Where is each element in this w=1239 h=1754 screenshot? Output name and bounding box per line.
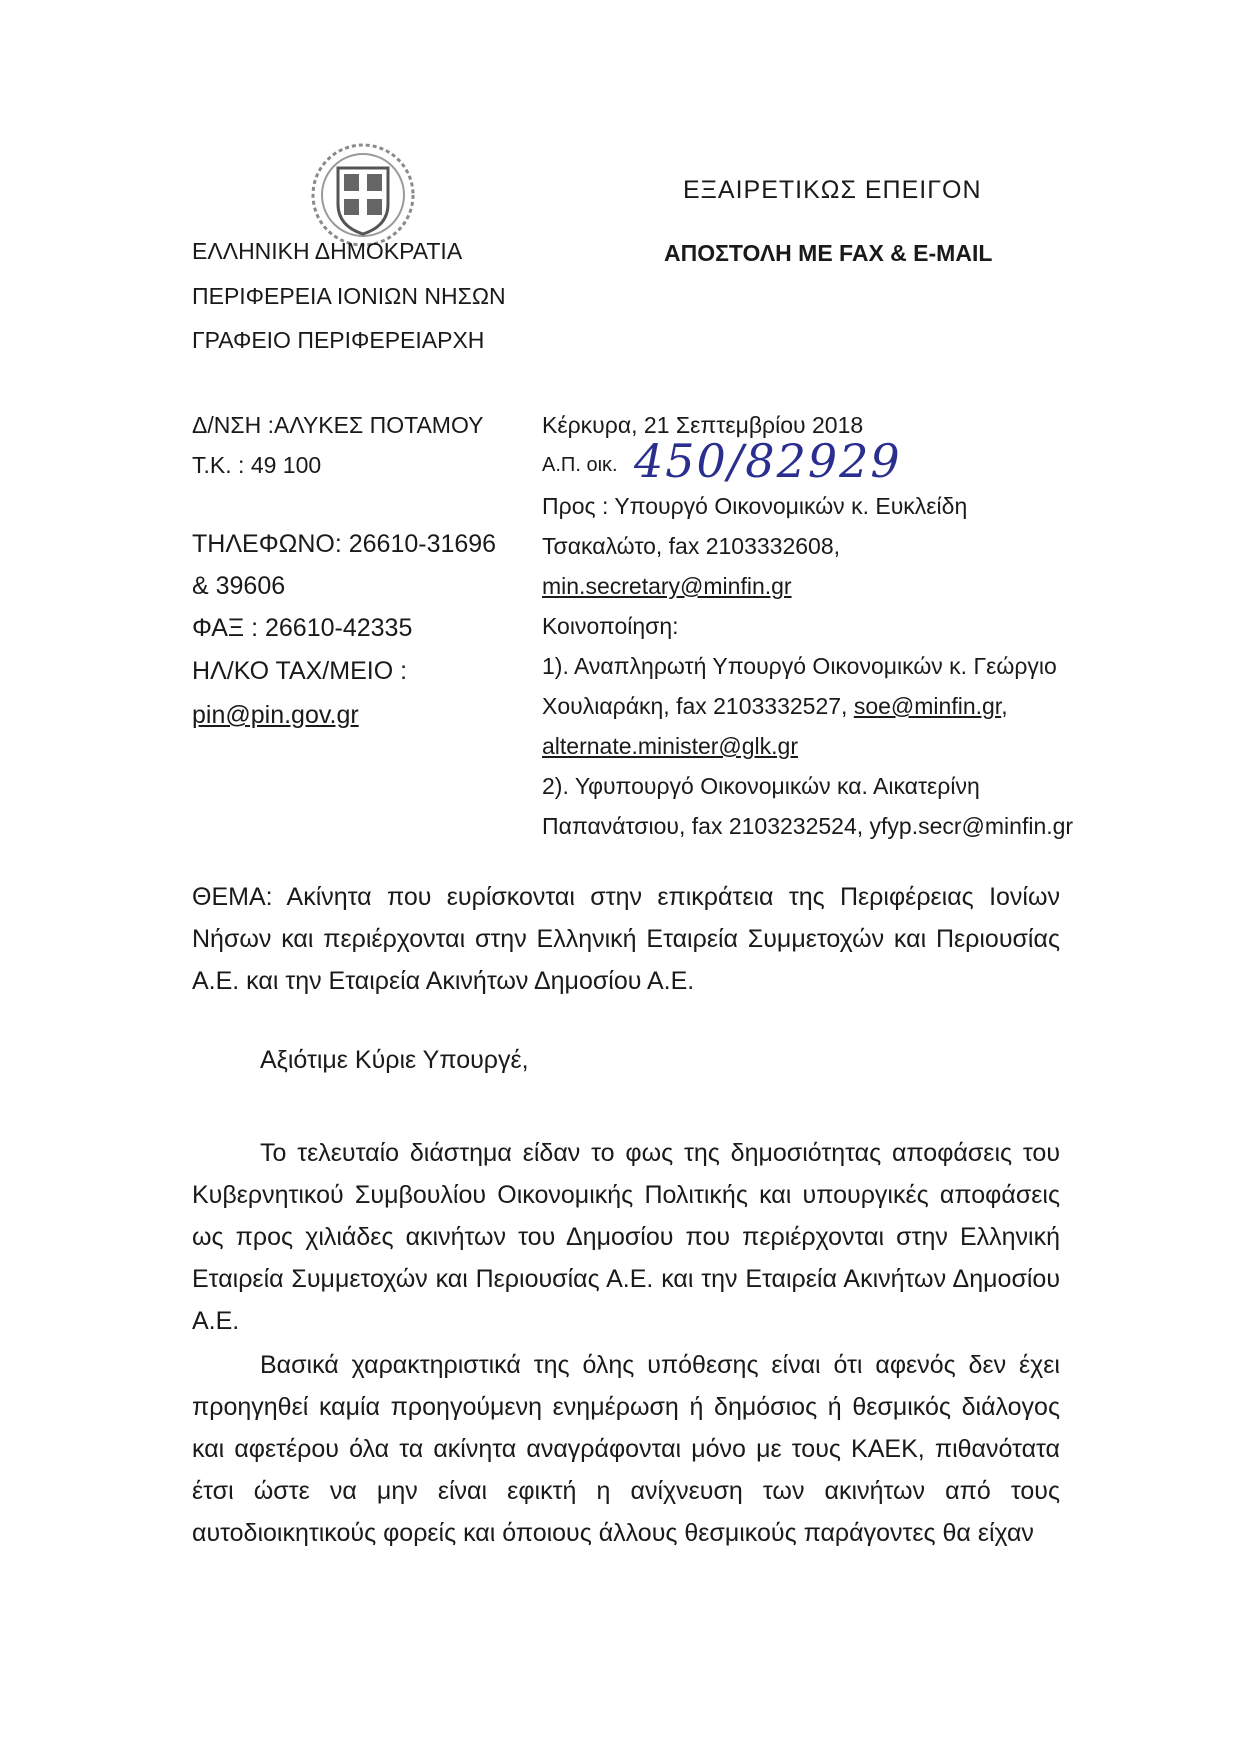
fax: ΦΑΞ : 26610-42335 (192, 614, 413, 642)
cc1-email-link-1[interactable]: soe@minfin.gr (853, 693, 1002, 719)
email-label: ΗΛ/ΚΟ ΤΑΧ/ΜΕΙΟ : (192, 657, 408, 685)
greeting: Αξιότιμε Κύριε Υπουργέ, (260, 1046, 529, 1074)
protocol-number-handwritten: 450/82929 (634, 434, 902, 488)
cc1-fax: Χουλιαράκη, fax 2103332527, (542, 693, 848, 719)
to-email-link[interactable]: min.secretary@minfin.gr (542, 573, 792, 599)
subject: ΘΕΜΑ: Ακίνητα που ευρίσκονται στην επικράτεια της Περιφέρειας Ιονίων Νήσων και περιέρχονται στην Ελληνική Εταιρεία Συμμετοχών και Περιουσίας Α.Ε. και την Εταιρεία Ακινήτων Δημοσίου Α.Ε. (192, 883, 1060, 995)
place-date: Κέρκυρα, 21 Σεπτεμβρίου 2018 (542, 412, 864, 438)
to-line-2: Τσακαλώτο, fax 2103332608, (542, 533, 841, 559)
protocol-label: Α.Π. οικ. (542, 454, 618, 476)
office-name: ΓΡΑΦΕΙΟ ΠΕΡΙΦΕΡΕΙΑΡΧΗ (192, 327, 485, 353)
cc1-email-link-2[interactable]: alternate.minister@glk.gr (542, 733, 798, 759)
contact-email-link[interactable]: pin@pin.gov.gr (192, 701, 359, 729)
phone: ΤΗΛΕΦΩΝΟ: 26610-31696 (192, 530, 497, 558)
urgency-label: ΕΞΑΙΡΕΤΙΚΩΣ ΕΠΕΙΓΟΝ (683, 176, 982, 204)
cc1-line-2 (542, 693, 1008, 720)
cc-label: Κοινοποίηση: (542, 613, 679, 639)
postal-code: Τ.Κ. : 49 100 (192, 452, 322, 478)
body-paragraph-1: Το τελευταίο διάστημα είδαν το φως της δημοσιότητας αποφάσεις του Κυβερνητικού Συμβουλίου Οικονομικής Πολιτικής και υπουργικές αποφάσεις ως προς χιλιάδες ακινήτων του Δημοσίου που περιέρχονται στην Ελληνική Εταιρεία Συμμετοχών και Περιουσίας Α.Ε. και την Εταιρεία Ακινήτων Δημοσίου Α.Ε. (192, 1139, 1060, 1335)
cc1-line-1: 1). Αναπληρωτή Υπουργό Οικονομικών κ. Γεώργιο (542, 653, 1057, 679)
state-name: ΕΛΛΗΝΙΚΗ ΔΗΜΟΚΡΑΤΙΑ (192, 238, 463, 264)
dispatch-label: ΑΠΟΣΤΟΛΗ ΜΕ FAX & E-MAIL (664, 240, 993, 266)
coat-of-arms-emblem (308, 140, 418, 250)
cc1-separator: , (1001, 693, 1008, 719)
phone-extra: & 39606 (192, 572, 286, 600)
cc2-line-1: 2). Υφυπουργό Οικονομικών κα. Αικατερίνη (542, 773, 980, 799)
region-name: ΠΕΡΙΦΕΡΕΙΑ ΙΟΝΙΩΝ ΝΗΣΩΝ (192, 283, 506, 309)
address: Δ/ΝΣΗ :ΑΛΥΚΕΣ ΠΟΤΑΜΟΥ (192, 412, 484, 438)
to-line-1: Προς : Υπουργό Οικονομικών κ. Ευκλείδη (542, 493, 968, 519)
cc2-line-2: Παπανάτσιου, fax 2103232524, yfyp.secr@minfin.gr (542, 813, 1074, 839)
body-paragraph-2: Βασικά χαρακτηριστικά της όλης υπόθεσης είναι ότι αφενός δεν έχει προηγηθεί καμία προηγούμενη ενημέρωση ή δημόσιος ή θεσμικός διάλογος και αφετέρου όλα τα ακίνητα αναγράφονται μόνο με τους ΚΑΕΚ, πιθανότατα έτσι ώστε να μην είναι εφικτή η ανίχνευση των ακινήτων από τους αυτοδιοικητικούς φορείς και όποιους άλλους θεσμικούς παράγοντες θα είχαν (192, 1351, 1060, 1547)
